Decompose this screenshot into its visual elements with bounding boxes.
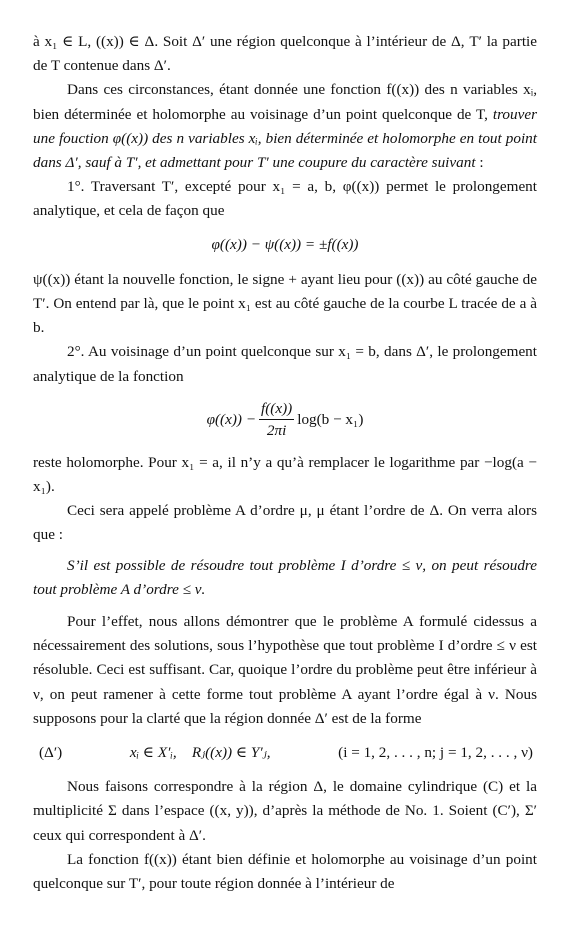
paragraph-condition-2: 2°. Au voisinage d’un point quelconque sur x₁ = b, dans Δ′, le prolongement analytique de la fonction: [33, 343, 537, 385]
paragraph-1: à x₁ ∈ L, ((x)) ∈ Δ. Soit Δ′ une région quelconque à l’intérieur de Δ, T′ la partie de T contenue dans Δ′.: [33, 33, 537, 75]
equation-2: [33, 397, 537, 443]
paragraph-6: reste holomorphe. Pour x₁ = a, il n’y a qu’à remplacer le logarithme par −log(a − x₁).: [33, 453, 537, 496]
paragraph-2-end: :: [475, 154, 484, 172]
equation-3-body: xᵢ ∈ X′ᵢ, Rⱼ((x)) ∈ Y′ⱼ,: [129, 744, 271, 762]
paragraph-2-start: Dans ces circonstances, étant donnée une fonction f((x)) des n variables xᵢ, bien déterminée et holomorphe au voisinage d’un point quelconque de T,: [33, 81, 537, 123]
paragraph-condition-1: 1°. Traversant T′, excepté pour x₁ = a, b, φ((x)) permet le prolongement analytique, et cela de façon que: [33, 178, 537, 220]
paragraph-2-italic: trouver une fouction φ((x)) des n variables xᵢ, bien déterminée et holomorphe en tout point dans Δ′, sauf à T′, et admettant pour T′ une coupure du caractère suivant: [33, 105, 537, 172]
equation-3-label: (Δ′): [39, 744, 63, 762]
paragraph-10: La fonction f((x)) étant bien définie et holomorphe au voisinage d’un point quelconque sur T′, pour toute région donnée à l’intérieur de: [33, 850, 537, 893]
equation-2-right: log(b − x₁): [297, 410, 364, 428]
equation-2-fraction: [259, 400, 294, 440]
fraction-denominator: 2πi: [266, 421, 287, 439]
paragraph-8: Pour l’effet, nous allons démontrer que le problème A formulé cidessus a nécessairement des solutions, sous l’hypothèse que tout problème I d’ordre ≤ ν est résoluble. Ceci est suffisant. Car, quoique l’ordre du problème peut être inférieur à ν, on peut ramener à cette forme tout problème A ayant l’ordre égal à ν. Nous supposons pour la clarté que la région donnée Δ′ est de la forme: [33, 613, 537, 727]
paragraph-4: ψ((x)) étant la nouvelle fonction, le signe + ayant lieu pour ((x)) au côté gauche de T′. On entend par là, que le point x₁ est au côté gauche de la courbe L tracée de a à b.: [33, 270, 537, 337]
equation-2-left: φ((x)) −: [206, 410, 257, 428]
paragraph-problem-statement: [33, 78, 537, 175]
fraction-numerator: f((x)): [259, 400, 294, 420]
equation-3: [39, 741, 533, 765]
paragraph-7: Ceci sera appelé problème A d’ordre μ, μ étant l’ordre de Δ. On verra alors que :: [33, 502, 537, 544]
theorem-statement: S’il est possible de résoudre tout problème I d’ordre ≤ ν, on peut résoudre tout problème A d’ordre ≤ ν.: [33, 556, 537, 598]
paragraph-9: Nous faisons correspondre à la région Δ, le domaine cylindrique (C) et la multiplicité Σ dans l’espace ((x, y)), d’après la méthode de No. 1. Soient (C′), Σ′ ceux qui correspondent à Δ′.: [33, 778, 537, 844]
equation-3-range: (i = 1, 2, . . . , n; j = 1, 2, . . . , ν): [338, 744, 533, 762]
equation-1: φ((x)) − ψ((x)) = ±f((x)): [211, 235, 359, 253]
